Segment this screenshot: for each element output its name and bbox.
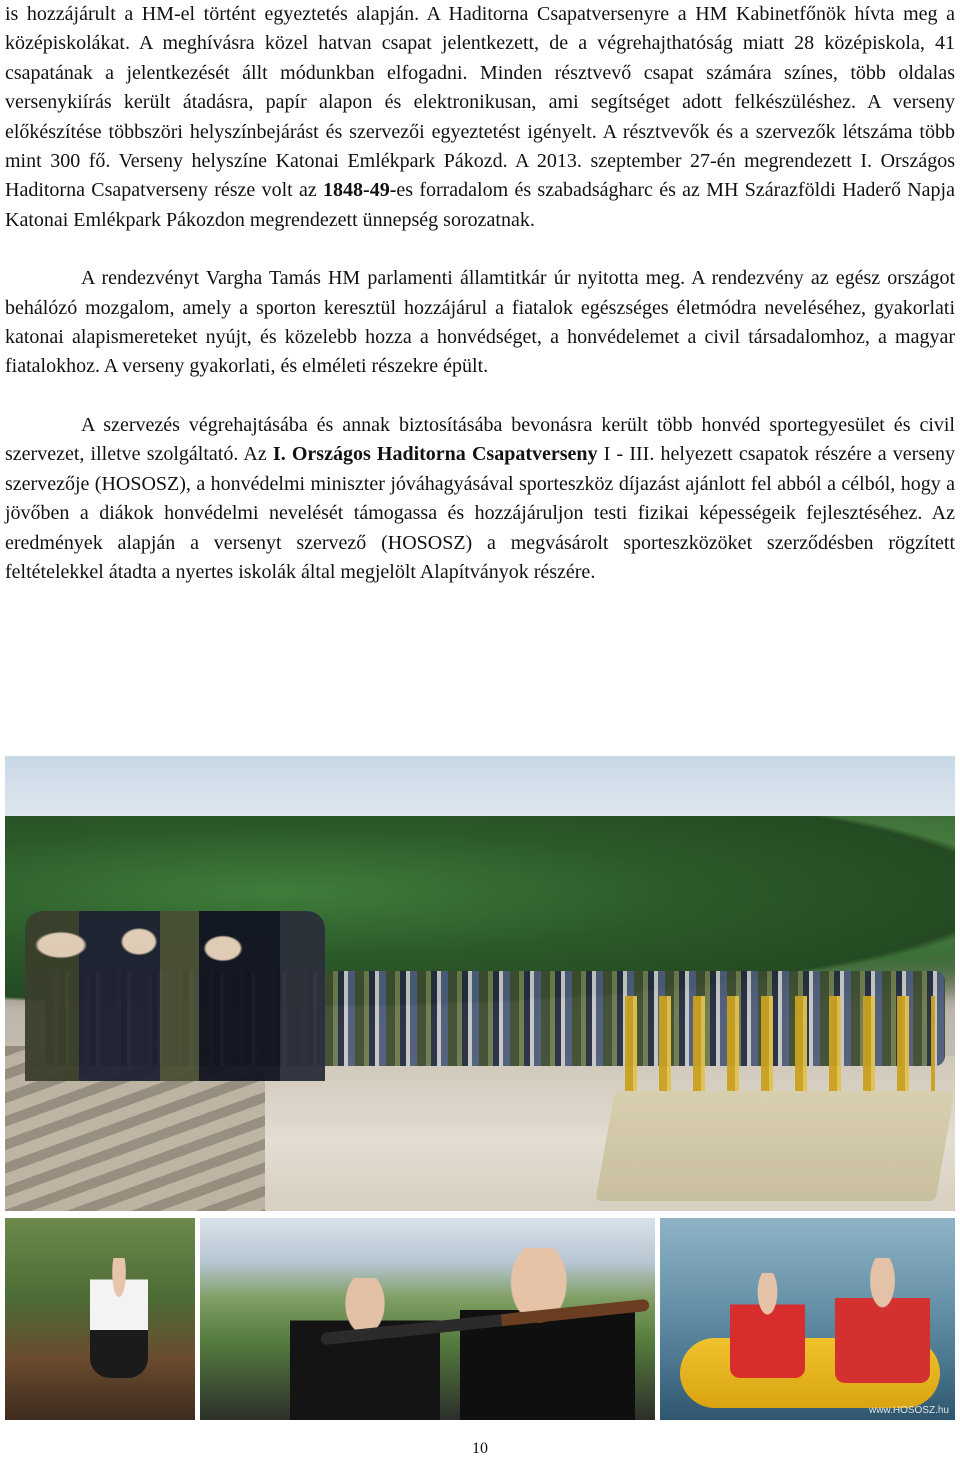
- paragraph-spacer: [5, 235, 955, 264]
- paragraph-2-text: A rendezvényt Vargha Tamás HM parlamenti államtitkár úr nyitotta meg. A rendezvény az egész országot behálózó mozgalom, amely a sporton keresztül hozzájárul a fiatalok egészséges életmódra neveléséhez, gyakorlati katonai alapismereteket nyújt, és közelebb hozza a honvédséget, a honvédelemet a civil társadalomhoz, a magyar fiatalokhoz. A verseny gyakorlati, és elméleti részekre épült.: [5, 267, 955, 378]
- shooting-photo-person-right: [460, 1248, 635, 1420]
- kayak-photo-watermark: www.HOSOSZ.hu: [868, 1405, 949, 1416]
- paragraph-1-bold-year: 1848-49-: [323, 179, 397, 202]
- page-number: 10: [472, 1440, 488, 1457]
- paragraph-2: [5, 264, 955, 382]
- ceremony-photo-table: [595, 1091, 954, 1201]
- paragraph-spacer: [5, 382, 955, 411]
- paragraph-1-text-a: is hozzájárult a HM-el történt egyeztetés alapján. A Haditorna Csapatversenyre a HM Kabinetfőnök hívta meg a középiskolákat. A meghívásra közel hatvan csapat jelentkezett, de a végrehajthatóság miatt 28 középiskola, 41 csapatának a jelentkezését állt módunkban elfogadni. Minden résztvevő csapat számára színes, több oldalas versenykiírás került átadásra, papír alapon és elektronikusan, ami segítséget adott felkészüléshez. A verseny előkészítése többszöri helyszínbejárást és szervezői egyeztetést igényelt. A résztvevők és a szervezők létszáma több mint 300 fő. Verseny helyszíne Katonai Emlékpark Pákozd. A 2013. szeptember 27-én megrendezett I. Országos Haditorna Csapatverseny része volt az: [5, 3, 955, 202]
- paragraph-3-text-b: I - III. helyezett csapatok részére a verseny szervezője (HOSOSZ), a honvédelmi miniszter jóváhagyásával sporteszköz díjazást ajánlott fel abból a célból, hogy a jövőben a diákok honvédelmi nevelését támogassa és hozzájáruljon testi fizikai képességeik fejlesztéséhez. Az eredmények alapján a versenyt szervező (HOSOSZ) a megvásárolt sporteszközöket szerződésben rögzített feltételekkel átadta a nyertes iskolák által megjelölt Alapítványok részére.: [5, 443, 955, 583]
- kayak-photo: [660, 1218, 955, 1420]
- kayak-photo-person-left: [730, 1273, 805, 1378]
- ceremony-photo-trophies: [615, 996, 935, 1106]
- document-body: [5, 0, 955, 587]
- obstacle-run-photo-runner: [90, 1258, 148, 1378]
- ceremony-photo: [5, 756, 955, 1211]
- kayak-photo-person-right: [835, 1258, 930, 1383]
- obstacle-run-photo: [5, 1218, 195, 1420]
- paragraph-1: [5, 0, 955, 235]
- shooting-photo: [200, 1218, 655, 1420]
- shooting-photo-person-left: [290, 1278, 440, 1420]
- paragraph-1-text-b: es forradalom és szabadságharc és az MH Szárazföldi Haderő Napja Katonai Emlékpark Pákozdon megrendezett ünnepség sorozatnak.: [5, 179, 955, 231]
- paragraph-3-text-a: A szervezés végrehajtásába és annak biztosításába bevonásra került több honvéd sportegyesület és civil szervezet, illetve szolgáltató. Az: [5, 413, 955, 466]
- ceremony-photo-officials: [25, 911, 325, 1081]
- paragraph-3: [5, 411, 955, 587]
- paragraph-3-bold-title: I. Országos Haditorna Csapatverseny: [272, 443, 598, 466]
